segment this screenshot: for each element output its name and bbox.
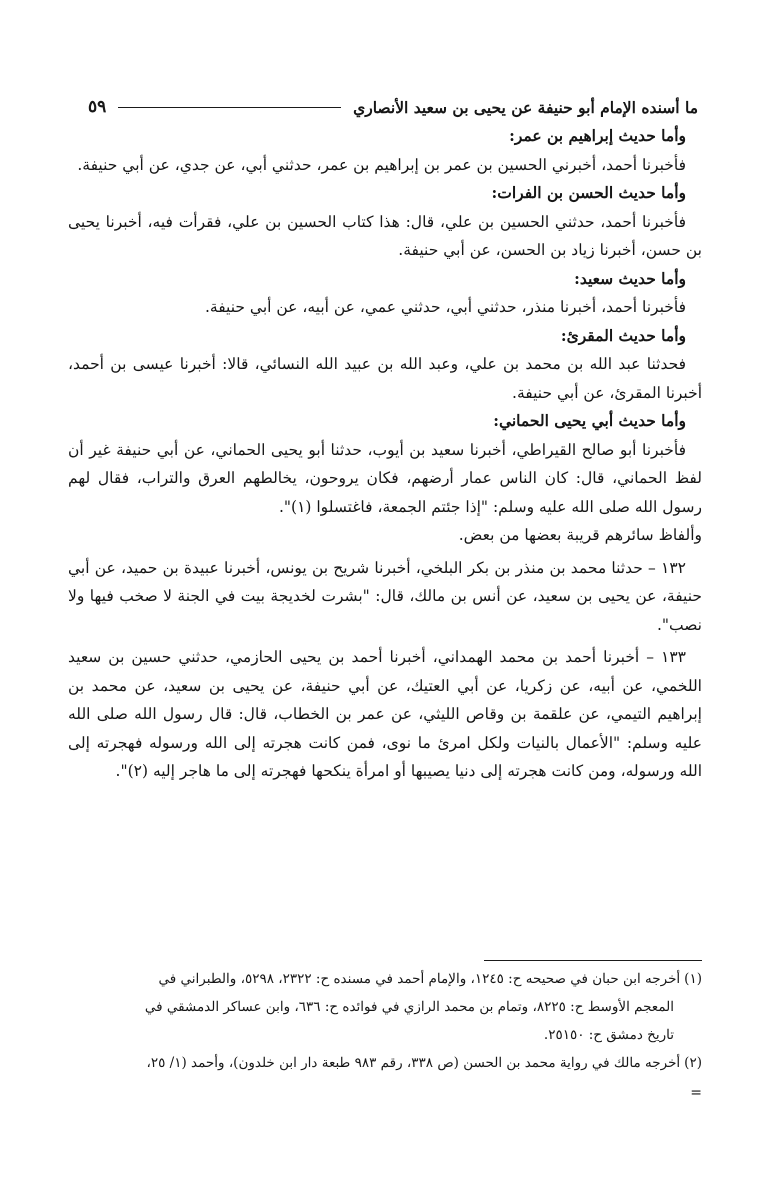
- hadith-133: ١٣٣ – أخبرنا أحمد بن محمد الهمداني، أخبرنا أحمد بن يحيى الحازمي، حدثني حسين بن سعيد اللخمي، عن أبيه، عن زكريا، عن أبي العتيك، عن أبي حنيفة، عن يحيى بن سعيد، عن محمد بن إبراهيم التيمي، عن علقمة بن وقاص الليثي، عن عمر بن الخطاب، قال: قال رسول الله صلى الله عليه وسلم: "الأعمال بالنيات ولكل امرئ ما نوى، فمن كانت هجرته إلى الله ورسوله فهجرته إلى الله ورسوله، ومن كانت هجرته إلى دنيا يصيبها أو امرأة ينكحها فهجرته إلى ما هاجر إليه (٢)".: [68, 648, 702, 780]
- section-heading: وأما حديث المقرئ:: [560, 325, 686, 345]
- footnote-rule: [484, 960, 702, 961]
- running-title: ما أسنده الإمام أبو حنيفة عن يحيى بن سعيد الأنصاري: [353, 97, 698, 117]
- section-heading: وأما حديث الحسن بن الفرات:: [491, 183, 686, 202]
- body-paragraph: فأخبرنا أحمد، حدثني الحسين بن علي، قال: هذا كتاب الحسين بن علي، فقرأت فيه، أخبرنا يحيى بن حسن، أخبرنا زياد بن الحسن، عن أبي حنيفة.: [68, 212, 702, 259]
- main-text: [68, 122, 702, 786]
- body-paragraph: فأخبرنا أحمد، أخبرنا منذر، حدثني أبي، حدثني عمي، عن أبيه، عن أبي حنيفة.: [204, 298, 686, 316]
- page-number: ٥٩: [88, 97, 107, 117]
- continuation-mark: =: [690, 1085, 702, 1101]
- hadith-132: ١٣٢ – حدثنا محمد بن منذر بن بكر البلخي، أخبرنا شريح بن يونس، أخبرنا عبيدة بن حميد، عن أبي حنيفة، عن يحيى بن سعيد، عن أنس بن مالك، قال: "بشرت لخديجة بيت في الجنة لا صخب فيها ولا نصب".: [68, 558, 702, 634]
- footnotes: [68, 960, 702, 1107]
- footnote-text: المعجم الأوسط ح: ٨٢٢٥، وتمام بن محمد الرازي في فوائده ح: ٦٣٦، وابن عساكر الدمشقي في: [144, 999, 674, 1015]
- header-rule: [118, 107, 341, 108]
- body-paragraph: فأخبرنا أحمد، أخبرني الحسين بن عمر بن إبراهيم بن عمر، حدثني أبي، عن جدي، عن أبي حنيفة.: [77, 155, 686, 174]
- footnote-2-line: [68, 1049, 702, 1077]
- body-paragraph: فحدثنا عبد الله بن محمد بن علي، وعبد الله بن عبيد الله النسائي، قالا: أخبرنا عيسى بن أحمد، أخبرنا المقرئ، عن أبي حنيفة.: [68, 355, 702, 402]
- body-paragraph: فأخبرنا أبو صالح القيراطي، أخبرنا سعيد بن أيوب، حدثنا أبو يحيى الحماني، عن أبي حنيفة غير أن لفظ الحماني، قال: كان الناس عمار أرضهم، فكان يروحون، يخالطهم العرق والتراب، فقال لهم رسول الله صلى الله عليه وسلم: "إذا جئتم الجمعة، فاغتسلوا (١)".: [68, 440, 702, 516]
- footnote-text: أخرجه مالك في رواية محمد بن الحسن (ص ٣٣٨، رقم ٩٨٣ طبعة دار ابن خلدون)، وأحمد (١/ ٢٥،: [146, 1055, 681, 1071]
- section-heading: وأما حديث أبي يحيى الحماني:: [493, 411, 686, 430]
- footnote-text: تاريخ دمشق ح: ٢٥١٥٠.: [543, 1027, 674, 1043]
- footnote-number: (١): [684, 971, 702, 987]
- footnote-number: (٢): [684, 1055, 702, 1071]
- running-header: [88, 92, 698, 122]
- footnote-text: أخرجه ابن حبان في صحيحه ح: ١٢٤٥، والإمام أحمد في مسنده ح: ٢٣٢٢، ٥٢٩٨، والطبراني في: [158, 971, 681, 987]
- footnote-1-line: [68, 965, 702, 993]
- body-paragraph: وألفاظ سائرهم قريبة بعضها من بعض.: [458, 526, 702, 544]
- section-heading: وأما حديث سعيد:: [574, 268, 686, 288]
- section-heading: وأما حديث إبراهيم بن عمر:: [509, 126, 686, 145]
